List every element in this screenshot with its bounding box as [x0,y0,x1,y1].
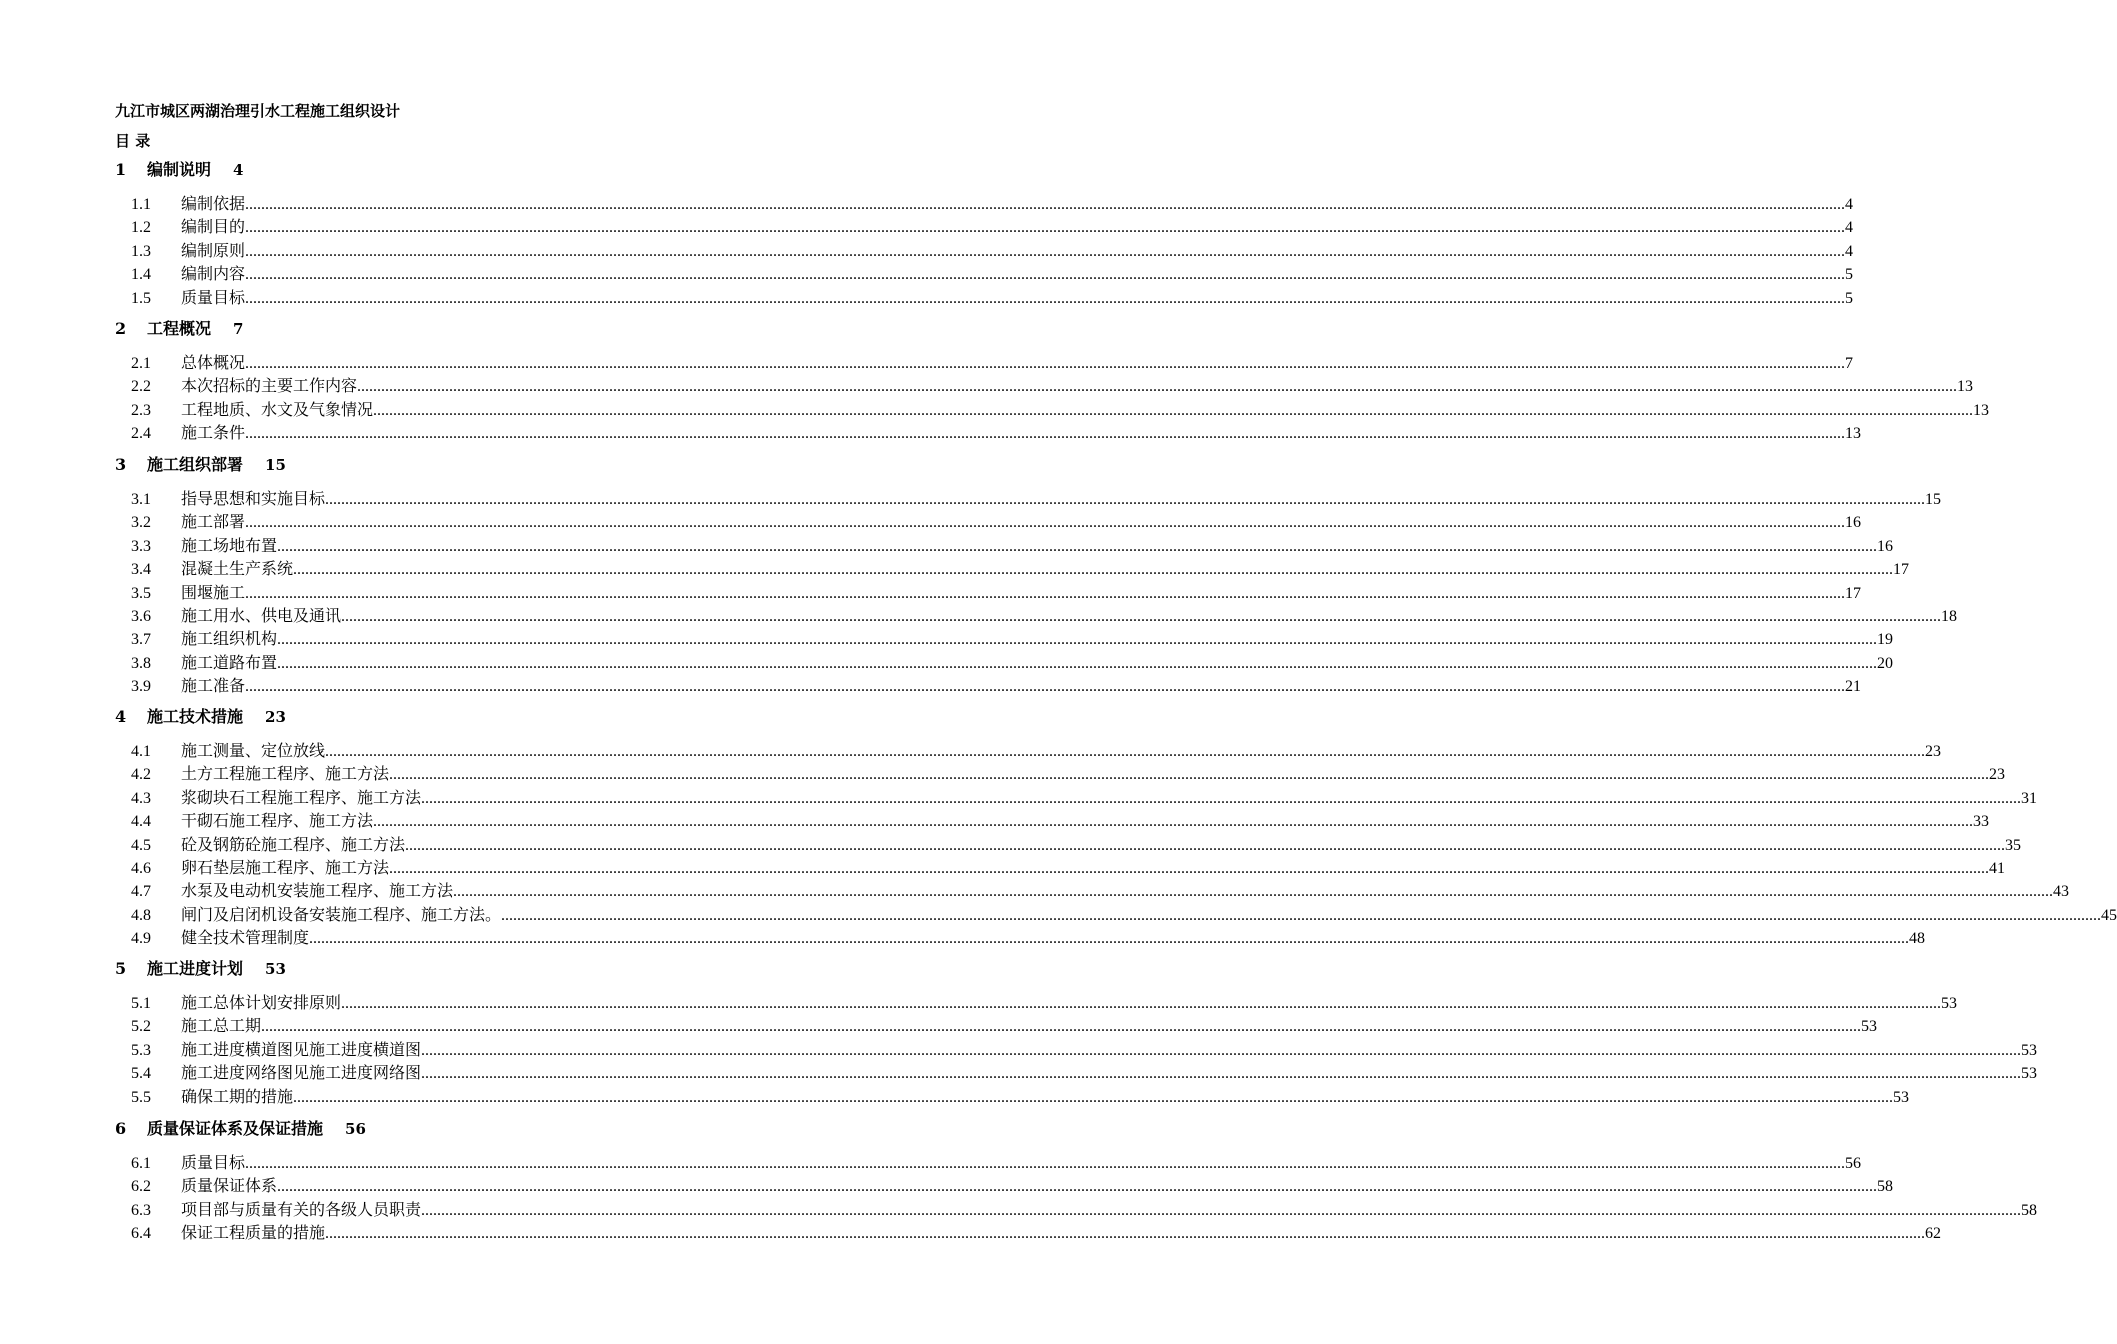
entry-number: 6.2 [131,1178,151,1196]
dot-leader: ................................................................................................................................................................................................................................................................................................................................................................................................................ [245,266,1846,284]
section-title: 工程概况 [147,319,212,338]
section-page-number: 7 [233,320,244,338]
toc-entry[interactable] [131,1061,2038,1084]
entry-title: 确保工期的措施 [181,1086,294,1106]
entry-page-number: 41 [1989,860,2006,877]
entry-page-number: 31 [2021,789,2038,807]
dot-leader: ................................................................................................................................................................................................................................................................................................................................................................................................................ [245,678,1846,696]
entry-page-number: 17 [1845,584,1862,602]
entry-page-number: 5 [1845,289,1854,307]
toc-entry[interactable] [131,786,2038,809]
entry-page-number: 13 [1957,378,1974,396]
dot-leader: ................................................................................................................................................................................................................................................................................................................................................................................................................ [245,514,1846,532]
dot-leader: ................................................................................................................................................................................................................................................................................................................................................................................................................ [421,1041,2022,1059]
toc-entry[interactable] [131,1151,1862,1174]
entry-number: 3.6 [131,608,151,625]
entry-number: 3.8 [131,654,151,672]
section-title: 施工组织部署 [147,455,244,474]
entry-number: 2.4 [131,425,151,443]
toc-entry[interactable] [131,762,2006,785]
entry-number: 3.9 [131,678,151,696]
entry-number: 4.9 [131,930,151,948]
toc-entry[interactable] [131,510,1862,533]
toc-entry[interactable] [131,991,1958,1014]
toc-entry[interactable] [131,627,1894,650]
entry-title: 指导思想和实施目标 [181,489,326,508]
entry-number: 1.5 [131,289,151,307]
dot-leader: ................................................................................................................................................................................................................................................................................................................................................................................................................ [245,584,1846,602]
entry-number: 1.3 [131,242,151,260]
entry-title: 施工准备 [181,676,246,696]
entry-number: 5.4 [131,1065,151,1083]
entry-number: 1.4 [131,266,151,284]
entry-title: 闸门及启闭机设备安装施工程序、施工方法。 [181,904,502,924]
toc-entry[interactable] [131,421,1862,444]
entry-title: 本次招标的主要工作内容 [181,376,358,396]
section-number: 3 [115,455,127,474]
entry-page-number: 48 [1909,930,1926,948]
toc-entry[interactable] [131,1085,1910,1108]
entry-number: 3.1 [131,491,151,508]
dot-leader: ................................................................................................................................................................................................................................................................................................................................................................................................................ [389,860,1990,877]
toc-section-heading[interactable] [115,1117,366,1141]
dot-leader: ................................................................................................................................................................................................................................................................................................................................................................................................................ [245,289,1846,307]
entry-number: 4.5 [131,836,151,854]
dot-leader: ................................................................................................................................................................................................................................................................................................................................................................................................................ [293,561,1894,579]
entry-title: 施工道路布置 [181,652,278,672]
toc-entry[interactable] [131,604,1958,627]
entry-number: 3.4 [131,561,151,579]
dot-leader: ................................................................................................................................................................................................................................................................................................................................................................................................................ [277,654,1878,672]
dot-leader: ................................................................................................................................................................................................................................................................................................................................................................................................................ [453,883,2054,901]
section-page-number: 53 [265,960,286,978]
entry-title: 浆砌块石工程施工程序、施工方法 [181,787,422,807]
entry-title: 土方工程施工程序、施工方法 [181,764,390,784]
entry-page-number: 5 [1845,266,1854,284]
entry-page-number: 35 [2005,836,2022,854]
dot-leader: ................................................................................................................................................................................................................................................................................................................................................................................................................ [277,1178,1878,1196]
entry-number: 5.1 [131,995,151,1012]
entry-title: 卵石垫层施工程序、施工方法 [181,858,390,877]
dot-leader: ................................................................................................................................................................................................................................................................................................................................................................................................................ [293,1088,1894,1106]
dot-leader: ................................................................................................................................................................................................................................................................................................................................................................................................................ [277,631,1878,649]
dot-leader: ................................................................................................................................................................................................................................................................................................................................................................................................................ [245,219,1846,237]
toc-entry[interactable] [131,739,1942,762]
entry-page-number: 19 [1877,631,1894,649]
entry-page-number: 23 [1989,766,2006,784]
dot-leader: ................................................................................................................................................................................................................................................................................................................................................................................................................ [245,1155,1846,1172]
dot-leader: ................................................................................................................................................................................................................................................................................................................................................................................................................ [341,608,1942,625]
dot-leader: ................................................................................................................................................................................................................................................................................................................................................................................................................ [421,1065,2022,1083]
entry-title: 总体概况 [181,353,246,372]
entry-page-number: 4 [1845,219,1854,237]
dot-leader: ................................................................................................................................................................................................................................................................................................................................................................................................................ [325,491,1926,508]
toc-entry[interactable] [131,351,1854,374]
toc-entry[interactable] [131,1014,1878,1037]
dot-leader: ................................................................................................................................................................................................................................................................................................................................................................................................................ [373,401,1974,419]
entry-title: 水泵及电动机安装施工程序、施工方法 [181,881,454,901]
dot-leader: ................................................................................................................................................................................................................................................................................................................................................................................................................ [389,766,1990,784]
entry-page-number: 7 [1845,355,1854,372]
entry-number: 5.5 [131,1088,151,1106]
dot-leader: ................................................................................................................................................................................................................................................................................................................................................................................................................ [277,537,1878,555]
entry-title: 编制原则 [181,240,246,260]
entry-page-number: 13 [1973,401,1990,419]
entry-page-number: 18 [1941,608,1958,625]
entry-page-number: 16 [1877,537,1894,555]
entry-page-number: 62 [1925,1225,1942,1243]
dot-leader: ................................................................................................................................................................................................................................................................................................................................................................................................................ [341,995,1942,1012]
dot-leader: ................................................................................................................................................................................................................................................................................................................................................................................................................ [421,789,2022,807]
toc-entry[interactable] [131,856,2006,879]
entry-number: 5.2 [131,1018,151,1036]
entry-title: 编制内容 [181,264,246,284]
entry-title: 保证工程质量的措施 [181,1223,326,1243]
dot-leader: ................................................................................................................................................................................................................................................................................................................................................................................................................ [245,242,1846,260]
dot-leader: ................................................................................................................................................................................................................................................................................................................................................................................................................ [261,1018,1862,1036]
entry-title: 混凝土生产系统 [181,559,294,579]
dot-leader: ................................................................................................................................................................................................................................................................................................................................................................................................................ [421,1201,2022,1219]
toc-entry[interactable] [131,1174,1894,1197]
dot-leader: ................................................................................................................................................................................................................................................................................................................................................................................................................ [357,378,1958,396]
toc-entry[interactable] [131,239,1854,262]
section-page-number: 15 [265,456,286,474]
toc-entry[interactable] [131,581,1862,604]
entry-title: 编制依据 [181,194,246,213]
toc-entry[interactable] [131,903,2117,926]
entry-number: 2.3 [131,401,151,419]
entry-number: 3.5 [131,584,151,602]
entry-number: 4.3 [131,789,151,807]
entry-page-number: 58 [2021,1201,2038,1219]
entry-number: 3.7 [131,631,151,649]
toc-entry[interactable] [131,926,1926,949]
toc-heading: 目 录 [115,132,151,150]
toc-entry[interactable] [131,833,2022,856]
entry-title: 质量目标 [181,1153,246,1172]
entry-page-number: 23 [1925,743,1942,760]
toc-entry[interactable] [131,215,1854,238]
dot-leader: ................................................................................................................................................................................................................................................................................................................................................................................................................ [325,743,1926,760]
toc-entry[interactable] [131,674,1862,697]
entry-number: 4.2 [131,766,151,784]
toc-entry[interactable] [131,1038,2038,1061]
entry-number: 3.2 [131,514,151,532]
entry-title: 施工测量、定位放线 [181,741,326,760]
dot-leader: ................................................................................................................................................................................................................................................................................................................................................................................................................ [309,930,1910,948]
entry-page-number: 21 [1845,678,1862,696]
section-page-number: 4 [233,161,244,179]
entry-title: 施工进度横道图见施工进度横道图 [181,1039,422,1059]
section-number: 6 [115,1119,127,1138]
dot-leader: ................................................................................................................................................................................................................................................................................................................................................................................................................ [245,425,1846,443]
entry-title: 质量保证体系 [181,1176,278,1196]
toc-section-heading[interactable] [115,705,286,729]
entry-page-number: 16 [1845,514,1862,532]
toc-entry[interactable] [131,374,1974,397]
entry-title: 施工条件 [181,423,246,443]
entry-title: 施工总工期 [181,1016,262,1036]
entry-title: 施工组织机构 [181,629,278,649]
entry-number: 4.4 [131,813,151,831]
entry-title: 施工进度网络图见施工进度网络图 [181,1063,422,1083]
entry-title: 质量目标 [181,287,246,307]
document-title: 九江市城区两湖治理引水工程施工组织设计 [115,102,401,120]
entry-number: 4.1 [131,743,151,760]
entry-title: 施工场地布置 [181,535,278,555]
toc-entry[interactable] [131,557,1910,580]
entry-title: 工程地质、水文及气象情况 [181,399,374,419]
toc-entry[interactable] [131,879,2070,902]
dot-leader: ................................................................................................................................................................................................................................................................................................................................................................................................................ [325,1225,1926,1243]
dot-leader: ................................................................................................................................................................................................................................................................................................................................................................................................................ [373,813,1974,831]
entry-page-number: 53 [1893,1088,1910,1106]
entry-page-number: 53 [2021,1065,2038,1083]
entry-number: 4.6 [131,860,151,877]
toc-section-heading[interactable] [115,957,286,981]
toc-entry[interactable] [131,534,1894,557]
toc-entry[interactable] [131,1221,1942,1244]
dot-leader: ................................................................................................................................................................................................................................................................................................................................................................................................................ [405,836,2006,854]
entry-page-number: 56 [1845,1155,1862,1172]
dot-leader: ................................................................................................................................................................................................................................................................................................................................................................................................................ [245,355,1846,372]
entry-title: 干砌石施工程序、施工方法 [181,811,374,831]
entry-title: 项目部与质量有关的各级人员职责 [181,1199,422,1219]
toc-section-heading[interactable] [115,453,286,477]
entry-page-number: 33 [1973,813,1990,831]
section-page-number: 23 [265,708,286,726]
entry-title: 围堰施工 [181,582,246,602]
section-page-number: 56 [345,1120,366,1138]
entry-page-number: 58 [1877,1178,1894,1196]
toc-entry[interactable] [131,651,1894,674]
entry-page-number: 13 [1845,425,1862,443]
entry-number: 6.3 [131,1201,151,1219]
entry-number: 1.1 [131,196,151,213]
entry-number: 5.3 [131,1041,151,1059]
entry-page-number: 15 [1925,491,1942,508]
section-title: 质量保证体系及保证措施 [147,1119,324,1138]
dot-leader: ................................................................................................................................................................................................................................................................................................................................................................................................................ [501,906,2102,924]
entry-title: 施工总体计划安排原则 [181,993,342,1012]
entry-page-number: 43 [2053,883,2070,901]
entry-number: 4.7 [131,883,151,901]
toc-entry[interactable] [131,262,1854,285]
entry-page-number: 45 [2101,906,2117,924]
entry-page-number: 53 [1941,995,1958,1012]
dot-leader: ................................................................................................................................................................................................................................................................................................................................................................................................................ [245,196,1846,213]
section-number: 4 [115,707,127,726]
entry-number: 3.3 [131,537,151,555]
entry-title: 砼及钢筋砼施工程序、施工方法 [181,834,406,854]
section-title: 施工技术措施 [147,707,244,726]
toc-entry[interactable] [131,286,1854,309]
entry-page-number: 17 [1893,561,1910,579]
entry-title: 施工用水、供电及通讯 [181,606,342,625]
entry-page-number: 53 [1861,1018,1878,1036]
toc-entry[interactable] [131,398,1990,421]
section-number: 2 [115,319,127,338]
entry-number: 2.1 [131,355,151,372]
toc-section-heading[interactable] [115,317,243,341]
entry-page-number: 4 [1845,242,1854,260]
section-title: 施工进度计划 [147,959,244,978]
entry-title: 编制目的 [181,217,246,237]
entry-number: 1.2 [131,219,151,237]
section-title: 编制说明 [147,160,212,179]
entry-number: 2.2 [131,378,151,396]
entry-page-number: 4 [1845,196,1854,213]
entry-page-number: 20 [1877,654,1894,672]
toc-entry[interactable] [131,487,1942,510]
toc-section-heading[interactable] [115,158,243,182]
entry-page-number: 53 [2021,1041,2038,1059]
entry-number: 4.8 [131,906,151,924]
entry-number: 6.4 [131,1225,151,1243]
section-number: 5 [115,959,127,978]
entry-title: 健全技术管理制度 [181,928,310,948]
entry-title: 施工部署 [181,512,246,532]
toc-entry[interactable] [131,192,1854,215]
section-number: 1 [115,160,127,179]
entry-number: 6.1 [131,1155,151,1172]
toc-entry[interactable] [131,809,1990,832]
toc-entry[interactable] [131,1198,2038,1221]
